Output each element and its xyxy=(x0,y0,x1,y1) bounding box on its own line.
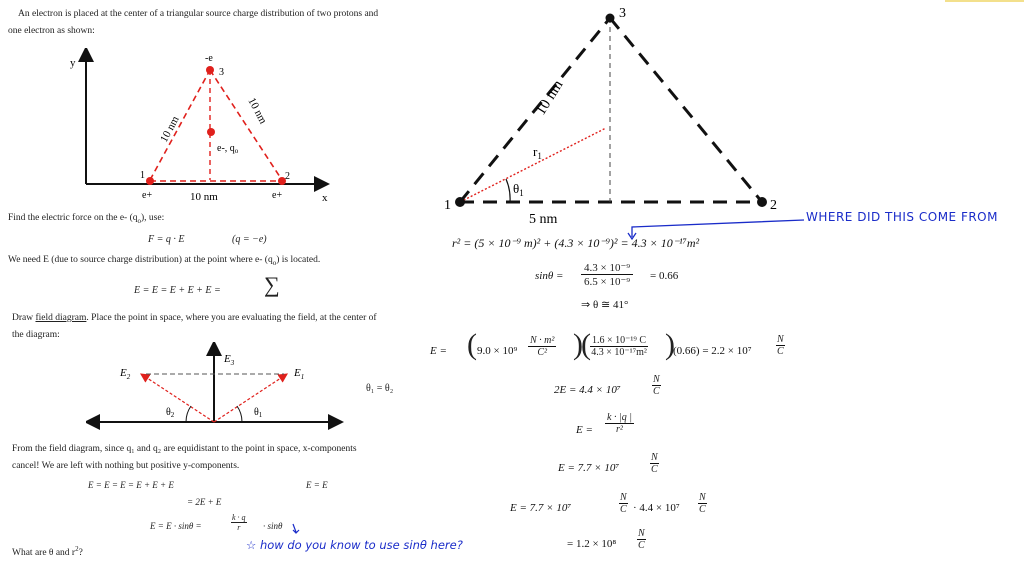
draw-diagram-line-1: Draw field diagram. Place the point in space, where you are evaluating the field, at the center of xyxy=(12,313,377,323)
e1y-e2y-equality: E = E xyxy=(306,480,328,490)
k-q1-fraction xyxy=(231,513,247,532)
charge-denominator: 4.3 × 10⁻¹⁷m² xyxy=(591,347,647,358)
e3y-unit xyxy=(650,452,659,475)
k-unit-fraction xyxy=(528,335,556,358)
left-charge-sign: e+ xyxy=(142,190,153,201)
problem-line-1: An electron is placed at the center of a triangular source charge distribution of two protons and xyxy=(18,9,379,19)
bottom-side-length: 10 nm xyxy=(190,191,218,203)
ey-equation: E = E = E = E + E + E xyxy=(88,480,174,490)
unit-c-5: C xyxy=(699,504,706,515)
node-1-label: 1 xyxy=(140,170,145,181)
side-right xyxy=(210,70,282,180)
e1y-close-paren: ) xyxy=(573,328,583,361)
sin-tail: · sinθ xyxy=(263,521,283,531)
unit-n-6: N xyxy=(638,528,645,539)
geometry-triangle-figure xyxy=(440,4,780,234)
top-highlight-right xyxy=(945,0,1024,2)
e1y-lhs: E = xyxy=(430,345,447,357)
unit-n-2: N xyxy=(653,374,660,385)
what-question: What are θ and $r^2$? xyxy=(12,545,83,559)
unit-n-4: N xyxy=(620,492,627,503)
k-unit-denominator: C² xyxy=(537,347,548,358)
charge-fraction xyxy=(590,335,648,358)
r1-label: $r_1$ xyxy=(533,144,542,161)
sin-theta-lhs: sinθ = xyxy=(535,270,564,282)
node-3-label: 3 xyxy=(219,67,224,78)
node-2-label: 2 xyxy=(285,171,290,182)
r1-line xyxy=(460,128,606,202)
left-side-length: 10 nm xyxy=(158,114,182,145)
side-length-label: 10 nm xyxy=(532,77,567,119)
theta-2-label: $\theta_2$ xyxy=(166,407,175,419)
e1y-unit xyxy=(776,334,785,357)
unit-c-3: C xyxy=(651,464,658,475)
sin-theta-result: = 0.66 xyxy=(650,270,679,282)
force-equation: F = q · E xyxy=(148,234,185,245)
unit-n-3: N xyxy=(651,452,658,463)
from-diagram-line-2: cancel! We are left with nothing but positive y-components. xyxy=(12,461,240,471)
unit-c-2: C xyxy=(653,386,660,397)
unit-c: C xyxy=(777,346,784,357)
theta-result: ⇒ θ ≅ 41° xyxy=(581,299,629,311)
k-unit-numerator: N · m² xyxy=(530,335,555,346)
vertex-2-label: 2 xyxy=(770,198,777,213)
vertex-1 xyxy=(455,197,465,207)
sin-numerator: 4.3 × 10⁻⁹ xyxy=(581,261,633,275)
r1-squared-equation: r² = (5 × 10⁻⁹ m)² + (4.3 × 10⁻⁹)² = 4.3 × 10⁻¹⁷m² xyxy=(452,236,700,250)
fraction-denominator: r xyxy=(237,523,241,532)
vertex-3-label: 3 xyxy=(619,6,626,21)
note-how-sin: ☆ how do you know to use sinθ here? xyxy=(246,538,463,552)
charge-1-dot xyxy=(146,177,154,185)
right-charge-sign: e+ xyxy=(272,190,283,201)
fraction-numerator: k · q xyxy=(232,513,246,522)
e2-vector xyxy=(144,376,214,422)
e3-denominator: r² xyxy=(616,424,623,435)
enet-unit-1 xyxy=(619,492,628,515)
top-charge-label: -e xyxy=(205,53,213,64)
field-diagram xyxy=(86,342,346,442)
from-diagram-line-1: From the field diagram, since q₁ and q₂ are equidistant to the point in space, x-components xyxy=(12,444,357,454)
enet-unit-2 xyxy=(698,492,707,515)
y-axis-label: y xyxy=(70,57,76,69)
theta-1-label: $\theta_1$ xyxy=(254,407,263,419)
sin-theta-fraction xyxy=(581,261,633,288)
base-half-label: 5 nm xyxy=(529,212,558,227)
unit-n: N xyxy=(777,334,784,345)
e1y-sin-equation: E = E · sinθ = xyxy=(150,521,202,531)
field-sum-equation: E = E = E + E + E = xyxy=(134,285,221,296)
note-where-from: WHERE DID THIS COME FROM xyxy=(806,210,998,224)
theta-1-arc xyxy=(237,406,242,422)
two-e1y-equation: = 2E + E xyxy=(187,497,222,507)
two-e1y-result: 2E = 4.4 × 10⁷ xyxy=(554,384,621,396)
e3-lhs: E = xyxy=(576,424,593,436)
unit-c-6: C xyxy=(638,540,645,551)
side-left xyxy=(150,70,210,180)
enet-equation: E = 7.7 × 10⁷ xyxy=(510,502,572,514)
tri-right-side xyxy=(610,18,762,202)
charge-close-paren: ) xyxy=(665,328,675,361)
vertex-3 xyxy=(606,14,615,23)
theta-arc xyxy=(506,179,510,202)
e3y-result: E = 7.7 × 10⁷ xyxy=(558,462,620,474)
find-force-text: Find the electric force on the e- $(q_o)$, use: xyxy=(8,213,165,225)
vertex-2 xyxy=(757,197,767,207)
sigma-symbol: ∑ xyxy=(264,272,280,297)
e3-numerator: k · |q | xyxy=(607,412,632,423)
charge-distribution-figure xyxy=(60,48,420,213)
e3-fraction xyxy=(605,412,634,435)
unit-c-4: C xyxy=(620,504,627,515)
e1-label: $E_1$ xyxy=(294,367,305,381)
e2-label: $E_2$ xyxy=(120,367,131,381)
center-charge-dot xyxy=(207,128,215,136)
enet-unit-3 xyxy=(637,528,646,551)
e1-vector xyxy=(214,376,284,422)
draw-diagram-line-2: the diagram: xyxy=(12,330,60,340)
charge-open-paren: ( xyxy=(581,328,591,361)
center-charge-label: e-, $q_o$ xyxy=(217,143,239,155)
sin-denominator: 6.5 × 10⁻⁹ xyxy=(584,276,631,288)
e3-label: $E_3$ xyxy=(224,353,235,367)
enet-result: = 1.2 × 10⁸ xyxy=(567,538,617,550)
enet-middle: · 4.4 × 10⁷ xyxy=(633,502,680,514)
right-side-length: 10 nm xyxy=(245,95,270,126)
vertex-1-label: 1 xyxy=(444,198,451,213)
theta-1-label: $\theta_1$ xyxy=(513,181,524,198)
unit-n-5: N xyxy=(699,492,706,503)
e1y-result: (0.66) = 2.2 × 10⁷ xyxy=(673,345,752,357)
e1y-open-paren: ( xyxy=(467,328,477,361)
annotation-arrow xyxy=(624,213,824,243)
coulomb-constant: 9.0 × 10⁹ xyxy=(477,345,518,357)
force-condition: (q = −e) xyxy=(232,234,267,245)
small-handwritten-arrow xyxy=(290,522,304,536)
two-e1y-unit xyxy=(652,374,661,397)
need-field-text: We need E (due to source charge distribution) at the point where e- $(q_o)$ is located. xyxy=(8,255,321,267)
charge-3-dot xyxy=(206,66,214,74)
problem-line-2: one electron as shown: xyxy=(8,26,95,36)
theta-equality: θ₁ = θ₂ xyxy=(366,383,394,394)
x-axis-label: x xyxy=(322,192,328,204)
theta-2-arc xyxy=(186,406,191,422)
charge-numerator: 1.6 × 10⁻¹⁹ C xyxy=(592,335,647,346)
